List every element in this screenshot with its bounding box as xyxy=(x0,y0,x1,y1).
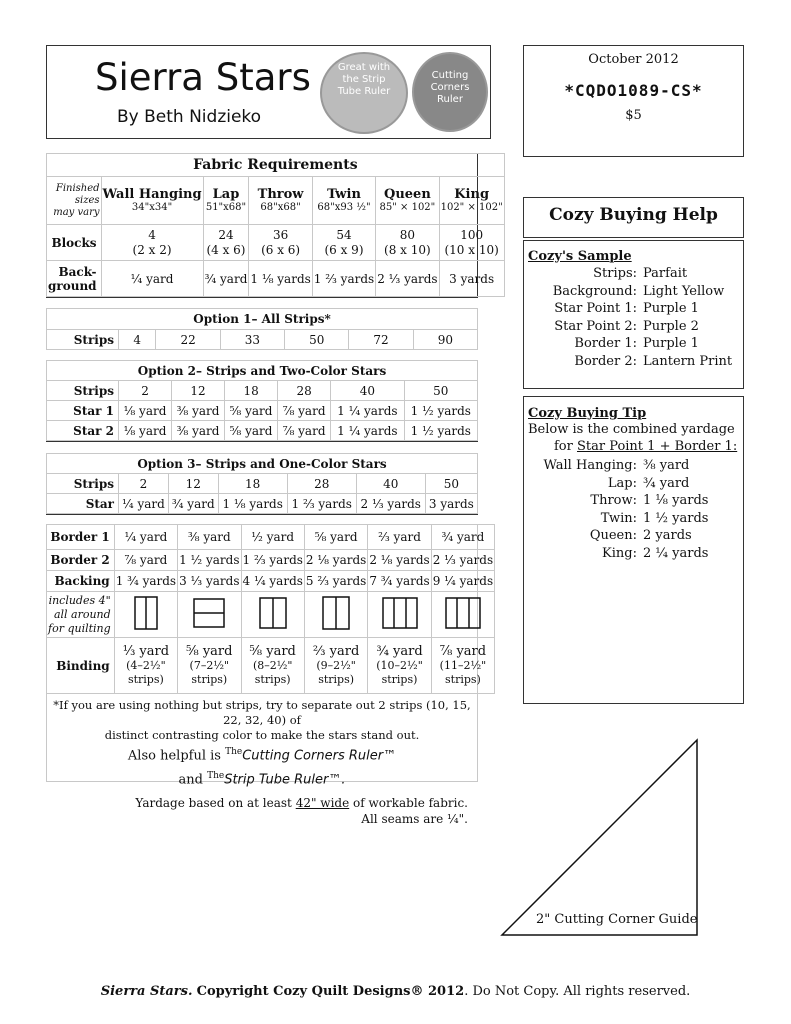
backing-diagram-wall xyxy=(114,592,177,638)
backing-diagram-lap xyxy=(178,592,241,638)
col-twin: Twin 68"x93 ½" xyxy=(312,177,375,225)
cutting-corners-ruler-logo: Cutting Corners Ruler xyxy=(412,52,488,132)
cutting-corner-guide-label: 2" Cutting Corner Guide xyxy=(536,912,698,927)
option2-star1-row: Star 1 ⅛ yard ⅜ yard ⅝ yard ⅞ yard 1 ¼ yards 1 ½ yards xyxy=(47,401,478,421)
backing-diagram-throw xyxy=(241,592,304,638)
tip-line1: Below is the combined yardage xyxy=(528,422,735,437)
border1-row: Border 1 ¼ yard ⅜ yard ½ yard ⅝ yard ⅔ yard ¾ yard xyxy=(47,525,495,550)
pattern-title: Sierra Stars xyxy=(95,56,311,99)
sample-title: Cozy's Sample xyxy=(528,249,632,264)
col-wall-hanging: Wall Hanging 34"x34" xyxy=(101,177,203,225)
option1-strips-row: Strips 4 22 33 50 72 90 xyxy=(47,330,478,350)
strip-tube-ruler-logo: Great with the Strip Tube Ruler xyxy=(320,52,408,134)
backing-note: includes 4" all around for quilting xyxy=(47,592,115,638)
backing-diagram-king xyxy=(431,592,494,638)
binding-row: Binding ⅓ yard (4–2½" strips) ⅝ yard (7–2½" strips) ⅝ yard (8–2½" strips) ⅔ yard (9–2½" strips) ¾ yard (10–2½" strips) ⅞ yard (11–2½" strips) xyxy=(47,638,495,694)
col-throw: Throw 68"x68" xyxy=(249,177,312,225)
option2-table xyxy=(46,360,478,441)
tip-title: Cozy Buying Tip xyxy=(528,406,647,421)
border2-row: Border 2 ⅞ yard 1 ½ yards 1 ⅔ yards 2 ⅛ yards 2 ⅛ yards 2 ⅓ yards xyxy=(47,550,495,571)
borders-table xyxy=(46,524,495,694)
cutting-corner-guide-triangle xyxy=(500,738,702,938)
option3-star-row: Star ¼ yard ¾ yard 1 ⅛ yards 1 ⅔ yards 2 ⅓ yards 3 yards xyxy=(47,494,478,514)
blocks-row: Blocks 4 (2 x 2) 24 (4 x 6) 36 (6 x 6) 54 (6 x 9) 80 (8 x 10) 100 (10 x 10) xyxy=(47,225,505,261)
help-title: Cozy Buying Help xyxy=(549,205,718,225)
fabric-requirements-table xyxy=(46,153,505,297)
tip-list: Wall Hanging: ⅜ yard Lap: ¾ yard Throw: 1 ⅛ yards Twin: 1 ½ yards Queen: 2 yards King: 2 ¼ yards xyxy=(543,458,709,561)
backing-diagram-queen xyxy=(368,592,431,638)
pattern-author: By Beth Nidzieko xyxy=(117,107,262,127)
background-row: Back-ground ¼ yard ¾ yard 1 ⅛ yards 1 ⅔ yards 2 ⅓ yards 3 yards xyxy=(47,261,505,297)
option2-title: Option 2– Strips and Two-Color Stars xyxy=(47,361,478,381)
helpful-rulers: Also helpful is $^{The}$Cutting Corners Ruler™ and $^{The}$Strip Tube Ruler™. xyxy=(127,747,397,788)
col-lap: Lap 51"x68" xyxy=(203,177,249,225)
col-king: King 102" × 102" xyxy=(439,177,504,225)
pattern-price: $5 xyxy=(625,108,642,123)
help-title-box xyxy=(523,197,744,238)
info-box xyxy=(523,45,744,157)
backing-row: Backing 1 ¾ yards 3 ⅓ yards 4 ¼ yards 5 ⅔ yards 7 ¾ yards 9 ¼ yards xyxy=(47,571,495,592)
fabric-requirements-title: Fabric Requirements xyxy=(47,154,505,177)
option3-table xyxy=(46,453,478,514)
copyright: Sierra Stars. Copyright Cozy Quilt Designs® 2012. Do Not Copy. All rights reserved. xyxy=(100,984,691,999)
backing-diagram-row xyxy=(47,592,495,638)
backing-diagram-twin xyxy=(304,592,367,638)
pattern-date: October 2012 xyxy=(588,52,679,67)
option1-table xyxy=(46,308,478,350)
option3-strips-row: Strips 2 12 18 28 40 50 xyxy=(47,474,478,494)
col-queen: Queen 85" × 102" xyxy=(376,177,439,225)
option2-star2-row: Star 2 ⅛ yard ⅜ yard ⅝ yard ⅞ yard 1 ¼ yards 1 ½ yards xyxy=(47,421,478,441)
pattern-code: *CQDO1089-CS* xyxy=(564,81,703,100)
sizes-note: Finished sizes may vary xyxy=(47,177,102,225)
footnote: *If you are using nothing but strips, try to separate out 2 strips (10, 15, 22, 32, 40) of distinct contrasting color to make the stars stand out. xyxy=(53,698,471,742)
tip-line2: for Star Point 1 + Border 1: xyxy=(554,439,738,454)
yardage-note: Yardage based on at least 42" wide of workable fabric. All seams are ¼". xyxy=(135,796,468,826)
sample-list: Strips: Parfait Background: Light Yellow Star Point 1: Purple 1 Star Point 2: Purple 2 Border 1: Purple 1 Border 2: Lantern Print xyxy=(552,266,733,369)
option1-title: Option 1– All Strips* xyxy=(47,309,478,330)
option2-strips-row: Strips 2 12 18 28 40 50 xyxy=(47,381,478,401)
option3-title: Option 3– Strips and One-Color Stars xyxy=(47,454,478,474)
